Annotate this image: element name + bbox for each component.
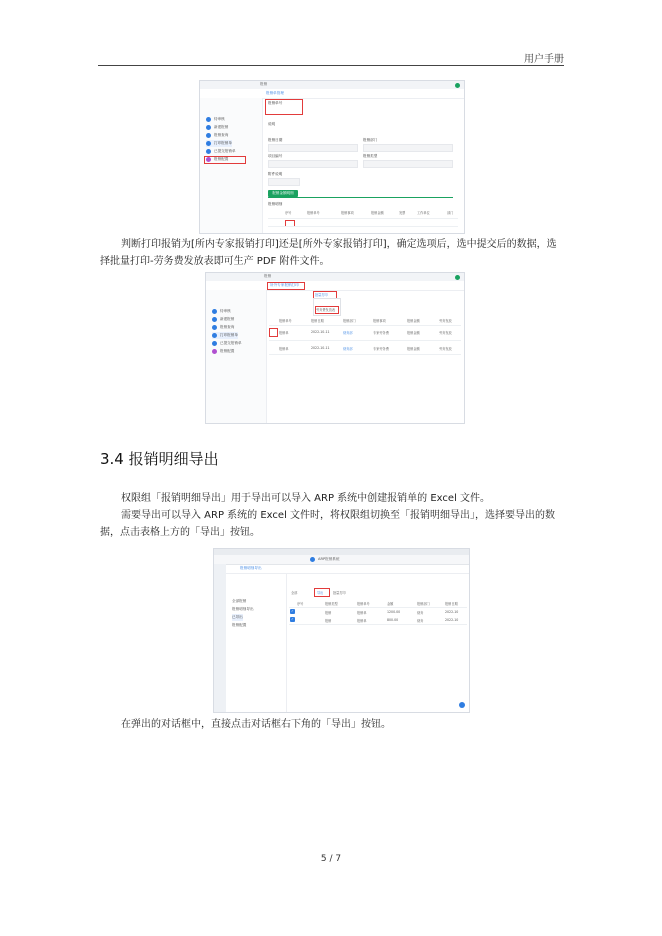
field-input[interactable]	[363, 144, 453, 152]
column-header: 序号	[285, 211, 292, 215]
table-cell: 财务	[417, 611, 424, 615]
table-cell: 报销单	[279, 331, 289, 335]
nav-item[interactable]: 已提交报销单	[206, 148, 236, 155]
screenshot-print-form	[199, 80, 465, 234]
nav-item-active[interactable]: 已导出	[232, 615, 243, 619]
window-title: ARP报销系统	[318, 557, 340, 561]
row-checkbox[interactable]: ✓	[291, 617, 294, 621]
column-header: 报销日期	[311, 319, 324, 323]
app-icon	[310, 557, 315, 562]
field-label: 项目编号	[268, 154, 283, 158]
nav-item[interactable]: 待审核	[212, 308, 231, 315]
table-cell: 1200.00	[387, 610, 401, 614]
column-header: 报销单号	[279, 319, 292, 323]
filter-all[interactable]: 全部	[291, 591, 298, 595]
column-header: 报销类型	[325, 602, 338, 606]
table-cell: 报销金额	[407, 331, 420, 335]
nav-item-print[interactable]: 打印报销单	[212, 332, 238, 339]
table-cell: 报销	[325, 619, 332, 623]
nav-item[interactable]: 报销查询	[206, 132, 228, 139]
tab-label: 报销	[264, 274, 272, 278]
status-icon	[455, 275, 460, 280]
table-cell: 2022-10-11	[311, 330, 330, 334]
dropdown-menu	[313, 298, 341, 316]
table-rule	[269, 325, 461, 326]
row-checkbox-highlight[interactable]	[269, 328, 278, 337]
section-heading: 3.4 报销明细导出	[100, 450, 219, 468]
highlight-box	[267, 282, 305, 290]
field-label: 报销部门	[363, 138, 378, 142]
status-icon	[455, 83, 460, 88]
sidebar	[200, 98, 263, 233]
nav-item[interactable]: 全部报销	[232, 599, 247, 603]
row-checkbox[interactable]: ✓	[291, 609, 294, 613]
field-label: 报销日期	[268, 138, 283, 142]
nav-item[interactable]: 已提交报销单	[212, 340, 242, 347]
table-cell: 财务部	[343, 347, 353, 351]
table-cell: 报销	[325, 611, 332, 615]
table-cell: 报销单	[357, 619, 367, 623]
field-label: 说明	[268, 122, 276, 126]
highlight-box	[314, 588, 330, 597]
table-rule	[269, 354, 461, 355]
table-label: 报销明细	[268, 202, 283, 206]
tab-label: 报销	[260, 82, 268, 86]
app-rail	[214, 564, 226, 712]
column-header: 序号	[297, 602, 304, 606]
table-rule	[269, 340, 461, 341]
column-header: 报销单号	[307, 211, 320, 215]
nav-item-print[interactable]: 打印报销单	[206, 140, 232, 147]
paragraph-print: 判断打印报销为[所内专家报销打印]还是[所外专家报销打印]，确定选项后，选中提交后的数据，选择批量打印-劳务费发放表即可生产 PDF 附件文件。	[100, 239, 557, 267]
table-rule	[289, 624, 467, 625]
table-cell: 2022-10	[445, 618, 459, 622]
batch-print-button[interactable]: 批量打印	[315, 293, 328, 297]
table-cell: 专家劳务费	[373, 331, 389, 335]
nav-item[interactable]: 待审核	[206, 116, 225, 123]
table-cell: 2022-10	[445, 610, 459, 614]
column-header: 报销事项	[341, 211, 354, 215]
nav-item[interactable]: 新建报销	[212, 316, 234, 323]
table-cell: 2022-10-11	[311, 346, 330, 350]
column-header: 报销事项	[373, 319, 386, 323]
sidebar	[226, 574, 287, 712]
sidebar	[206, 290, 267, 423]
highlight-box	[315, 306, 339, 314]
list-area	[267, 290, 464, 423]
batch-print-button[interactable]: 批量打印	[333, 591, 346, 595]
nav-item[interactable]: 报销配置	[206, 156, 228, 163]
nav-item[interactable]: 报销查询	[212, 324, 234, 331]
table-rule	[289, 607, 467, 608]
paragraph-dialog: 在弹出的对话框中，直接点击对话框右下角的「导出」按钮。	[121, 719, 391, 730]
module-title[interactable]: 所外专家报销打印	[270, 283, 299, 287]
nav-item[interactable]: 报销配置	[232, 623, 247, 627]
group-title[interactable]: 报销明细导出	[240, 566, 262, 570]
column-header: 报销单号	[357, 602, 370, 606]
table-area	[287, 574, 469, 712]
column-header: 报销部门	[417, 602, 430, 606]
paragraph-permission: 权限组「报销明细导出」用于导出可以导入 ARP 系统中创建报销单的 Excel 文件。	[121, 493, 491, 504]
column-header: 劳务发放	[439, 319, 452, 323]
field-input[interactable]	[268, 178, 300, 186]
column-header: 报销部门	[343, 319, 356, 323]
form-area	[263, 98, 464, 233]
column-header: 部门	[447, 211, 454, 215]
field-input[interactable]	[363, 160, 453, 168]
screenshot-export	[213, 548, 470, 713]
column-header: 发票	[399, 211, 406, 215]
table-cell: 800.00	[387, 618, 399, 622]
module-title: 报销单管理	[266, 91, 284, 95]
column-header: 报销金额	[407, 319, 420, 323]
table-cell: 报销金额	[407, 347, 420, 351]
column-header: 报销日期	[445, 602, 458, 606]
table-rule	[268, 226, 458, 227]
group-bar	[226, 564, 469, 574]
table-cell: 报销单	[279, 347, 289, 351]
green-rule	[268, 197, 453, 198]
nav-item[interactable]: 新建报销	[206, 124, 228, 131]
menu-item[interactable]: 劳务费发放表	[316, 308, 336, 312]
field-label: 附件说明	[268, 172, 283, 176]
help-icon[interactable]	[459, 702, 465, 708]
nav-item[interactable]: 报销明细导出	[232, 607, 254, 611]
nav-item[interactable]: 报销配置	[212, 348, 234, 355]
export-button[interactable]: 导出	[317, 591, 324, 595]
amount-detail-bar: 报销金额明细	[268, 190, 298, 197]
table-cell: 劳务发放	[439, 347, 452, 351]
column-header: 报销金额	[371, 211, 384, 215]
table-cell: 专家劳务费	[373, 347, 389, 351]
paragraph-export: 需要导出可以导入 ARP 系统的 Excel 文件时，将权限组切换至「报销明细导出」，选择要导出的数据，点击表格上方的「导出」按钮。	[100, 510, 556, 538]
highlight-box	[265, 99, 303, 115]
field-input[interactable]	[268, 160, 358, 168]
table-cell: 财务部	[343, 331, 353, 335]
table-cell: 报销单	[357, 611, 367, 615]
column-header: 金额	[387, 602, 394, 606]
column-header: 工作单位	[417, 211, 430, 215]
header-title: 用户手册	[524, 54, 564, 65]
screenshot-batch-print	[205, 272, 465, 424]
field-label: 报销单号	[268, 101, 283, 105]
table-cell: 财务	[417, 619, 424, 623]
field-input[interactable]	[268, 144, 358, 152]
table-cell: 劳务发放	[439, 331, 452, 335]
page-number: 5 / 7	[320, 854, 342, 864]
header-rule	[98, 65, 564, 66]
table-rule	[268, 218, 458, 219]
field-label: 报销类型	[363, 154, 378, 158]
